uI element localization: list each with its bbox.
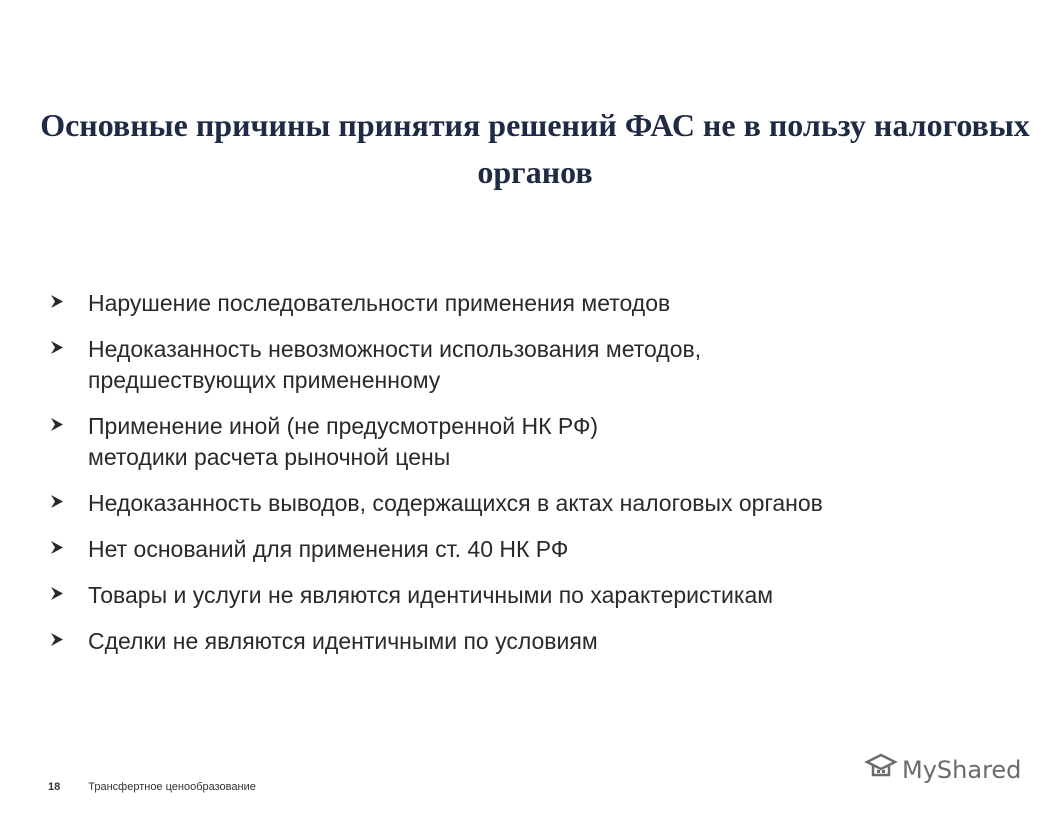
bullet-line: Товары и услуги не являются идентичными по характеристикам [88, 582, 774, 608]
bullet-item [50, 411, 1010, 473]
bullet-item [50, 488, 1010, 519]
bullet-text [88, 534, 568, 565]
bullet-item [50, 534, 1010, 565]
bullet-line: Недоказанность выводов, содержащихся в актах налоговых органов [88, 490, 823, 516]
arrowhead-bullet-icon [50, 534, 88, 555]
arrowhead-bullet-icon [50, 488, 88, 509]
bullet-line: предшествующих примененному [88, 367, 441, 393]
bullet-item [50, 626, 1010, 657]
bullet-text [88, 488, 823, 519]
bullet-line: Недоказанность невозможности использования методов, [88, 336, 702, 362]
bullet-line: методики расчета рыночной цены [88, 444, 451, 470]
bullet-list [50, 288, 1010, 672]
bullet-line: Применение иной (не предусмотренной НК РФ) [88, 413, 599, 439]
slide-footer [48, 781, 256, 793]
footer-caption: Трансфертное ценообразование [88, 781, 256, 793]
arrowhead-bullet-icon [50, 411, 88, 432]
bullet-text [88, 288, 670, 319]
bullet-item [50, 288, 1010, 319]
bullet-text [88, 411, 598, 473]
bullet-item [50, 334, 1010, 396]
watermark-text: MyShared [902, 756, 1022, 784]
bullet-line: Нет оснований для применения ст. 40 НК РФ [88, 536, 569, 562]
arrowhead-bullet-icon [50, 626, 88, 647]
bullet-item [50, 580, 1010, 611]
arrowhead-bullet-icon [50, 334, 88, 355]
mortarboard-icon [864, 752, 898, 788]
slide-title: Основные причины принятия решений ФАС не в пользу налоговых органов [40, 107, 1030, 190]
bullet-text [88, 626, 598, 657]
page-number: 18 [48, 781, 61, 793]
bullet-line: Сделки не являются идентичными по условиям [88, 628, 598, 654]
arrowhead-bullet-icon [50, 288, 88, 309]
bullet-line: Нарушение последовательности применения методов [88, 290, 671, 316]
bullet-text [88, 334, 701, 396]
bullet-text [88, 580, 773, 611]
watermark-logo [864, 752, 1021, 788]
arrowhead-bullet-icon [50, 580, 88, 601]
